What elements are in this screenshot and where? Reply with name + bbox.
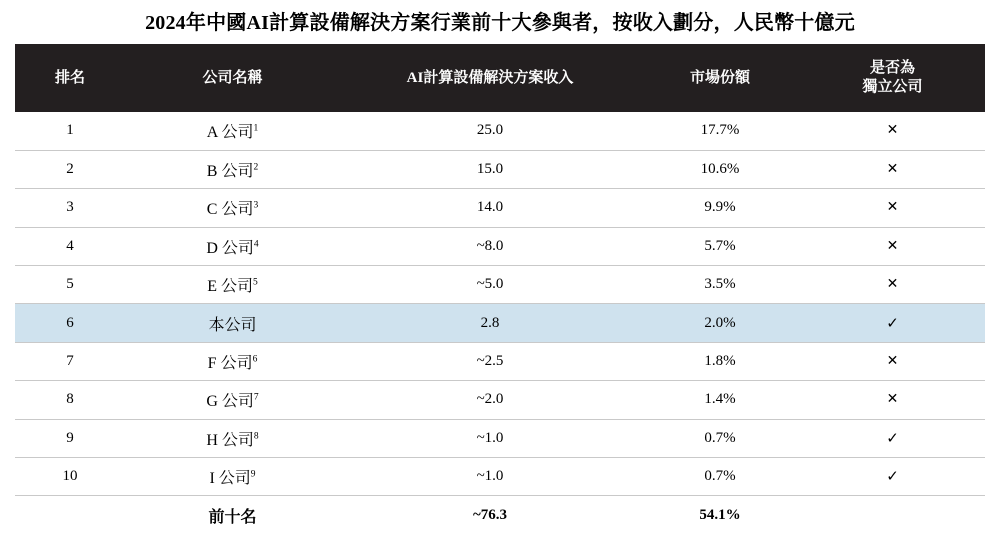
column-header-independent-line2: 獨立公司 — [862, 79, 923, 95]
cell-rank: 6 — [15, 304, 125, 342]
cell-rank: 10 — [15, 458, 125, 496]
column-header-market-share: 市場份額 — [640, 44, 800, 112]
cell-total-rank — [15, 496, 125, 534]
cell-company — [125, 227, 340, 265]
table-row — [15, 189, 985, 227]
table-row — [15, 112, 985, 150]
cell-rank: 2 — [15, 150, 125, 188]
cell-market-share: 1.8% — [640, 342, 800, 380]
table-header-row — [15, 44, 985, 112]
table-row — [15, 266, 985, 304]
company-name: B 公司 — [206, 163, 254, 181]
cell-revenue: ~1.0 — [340, 419, 640, 457]
cell-market-share: 0.7% — [640, 458, 800, 496]
market-share-table — [15, 44, 985, 534]
cell-company — [125, 304, 340, 342]
cell-market-share: 1.4% — [640, 381, 800, 419]
cell-market-share: 9.9% — [640, 189, 800, 227]
table-row — [15, 458, 985, 496]
company-footnote-marker: 9 — [250, 469, 256, 480]
column-header-company: 公司名稱 — [125, 44, 340, 112]
company-footnote-marker: 3 — [253, 201, 259, 212]
cell-company — [125, 189, 340, 227]
cross-icon: ✕ — [886, 276, 899, 293]
cross-icon: ✕ — [886, 353, 899, 370]
cell-independent — [800, 112, 985, 150]
cell-market-share: 5.7% — [640, 227, 800, 265]
cell-revenue: ~8.0 — [340, 227, 640, 265]
cell-rank: 4 — [15, 227, 125, 265]
cell-company — [125, 266, 340, 304]
cell-revenue: 25.0 — [340, 112, 640, 150]
company-name: F 公司 — [207, 355, 253, 373]
cell-revenue: 14.0 — [340, 189, 640, 227]
company-name: D 公司 — [206, 239, 254, 257]
company-footnote-marker: 6 — [252, 354, 258, 365]
cell-total-revenue: ~76.3 — [340, 496, 640, 534]
table-row — [15, 227, 985, 265]
check-icon: ✓ — [886, 313, 899, 332]
cell-independent — [800, 458, 985, 496]
cell-revenue: 15.0 — [340, 150, 640, 188]
company-name: I 公司 — [209, 470, 251, 488]
cell-rank: 1 — [15, 112, 125, 150]
cross-icon: ✕ — [886, 237, 899, 254]
cell-revenue: 2.8 — [340, 304, 640, 342]
cell-revenue: ~1.0 — [340, 458, 640, 496]
cell-company — [125, 458, 340, 496]
cross-icon: ✕ — [886, 199, 899, 216]
cell-total-independent — [800, 496, 985, 534]
cell-independent — [800, 342, 985, 380]
company-name: G 公司 — [206, 393, 254, 411]
cell-total-label: 前十名 — [125, 496, 340, 534]
cell-company — [125, 419, 340, 457]
company-footnote-marker: 4 — [253, 239, 259, 250]
table-row — [15, 419, 985, 457]
company-name: H 公司 — [206, 431, 254, 449]
cell-independent — [800, 381, 985, 419]
cross-icon: ✕ — [886, 391, 899, 408]
cell-total-market-share: 54.1% — [640, 496, 800, 534]
company-footnote-marker: 7 — [253, 393, 259, 404]
cell-revenue: ~5.0 — [340, 266, 640, 304]
cell-independent — [800, 266, 985, 304]
check-icon: ✓ — [886, 467, 899, 486]
company-name: E 公司 — [207, 278, 254, 296]
cell-independent — [800, 304, 985, 342]
cell-revenue: ~2.0 — [340, 381, 640, 419]
company-name: A 公司 — [206, 124, 254, 142]
company-name: C 公司 — [206, 201, 254, 219]
cell-market-share: 10.6% — [640, 150, 800, 188]
column-header-rank: 排名 — [15, 44, 125, 112]
cell-market-share: 17.7% — [640, 112, 800, 150]
cell-company — [125, 381, 340, 419]
company-footnote-marker: 8 — [253, 431, 259, 442]
page-title: 2024年中國AI計算設備解決方案行業前十大參與者，按收入劃分，人民幣十億元 — [145, 12, 855, 34]
table-row — [15, 342, 985, 380]
cell-market-share: 0.7% — [640, 419, 800, 457]
cell-rank: 9 — [15, 419, 125, 457]
cell-rank: 3 — [15, 189, 125, 227]
cell-company — [125, 112, 340, 150]
cell-company — [125, 150, 340, 188]
cross-icon: ✕ — [886, 161, 899, 178]
check-icon: ✓ — [886, 428, 899, 447]
table-header — [15, 44, 985, 112]
company-footnote-marker: 5 — [253, 277, 258, 288]
company-name: 本公司 — [208, 316, 257, 334]
company-footnote-marker: 1 — [253, 124, 259, 135]
table-row — [15, 381, 985, 419]
cell-independent — [800, 189, 985, 227]
company-footnote-marker: 2 — [253, 162, 259, 173]
cell-revenue: ~2.5 — [340, 342, 640, 380]
cell-rank: 5 — [15, 266, 125, 304]
cell-company — [125, 342, 340, 380]
table-total-row — [15, 496, 985, 534]
column-header-independent — [800, 44, 985, 112]
table-row — [15, 150, 985, 188]
column-header-revenue: AI計算設備解決方案收入 — [340, 44, 640, 112]
table-body — [15, 112, 985, 534]
column-header-independent-line1: 是否為 — [869, 60, 915, 77]
cell-independent — [800, 419, 985, 457]
cell-rank: 8 — [15, 381, 125, 419]
cross-icon: ✕ — [886, 122, 899, 139]
cell-market-share: 3.5% — [640, 266, 800, 304]
cell-rank: 7 — [15, 342, 125, 380]
table-row — [15, 304, 985, 342]
cell-independent — [800, 227, 985, 265]
cell-independent — [800, 150, 985, 188]
cell-market-share: 2.0% — [640, 304, 800, 342]
